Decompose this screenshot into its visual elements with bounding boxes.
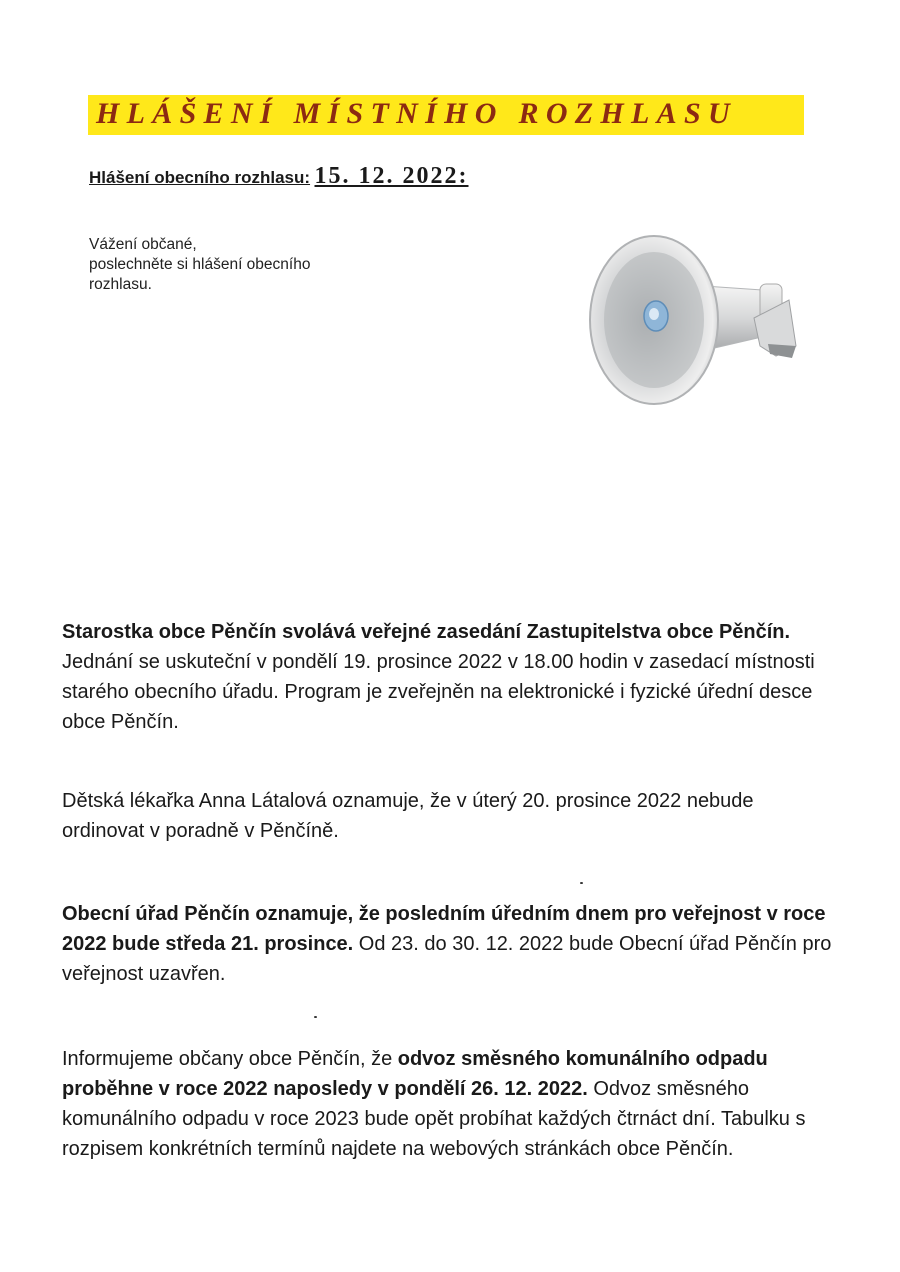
announcement-2-text: Dětská lékařka Anna Látalová oznamuje, že v úterý 20. prosince 2022 nebude ordinovat v poradně v Pěnčíně.	[62, 790, 754, 842]
broadcast-label: Hlášení obecního rozhlasu:	[89, 168, 311, 187]
title-highlight	[88, 95, 804, 135]
announcement-waste-collection	[62, 1044, 832, 1164]
broadcast-date-line	[89, 163, 469, 190]
page-title: HLÁŠENÍ MÍSTNÍHO ROZHLASU	[96, 97, 737, 130]
broadcast-date: 15. 12. 2022:	[314, 163, 469, 189]
greeting-line-2: poslechněte si hlášení obecního	[89, 256, 311, 273]
scan-speck	[314, 1016, 317, 1018]
megaphone-icon	[584, 228, 804, 418]
greeting	[89, 235, 409, 295]
announcement-3-bold: Obecní úřad Pěnčín oznamuje, že posledním úředním dnem pro veřejnost v roce 2022 bude středa 21. prosince.	[62, 903, 826, 955]
scan-speck	[580, 882, 583, 884]
greeting-line-1: Vážení občané,	[89, 236, 197, 253]
announcement-doctor	[62, 786, 832, 846]
announcement-office-closure	[62, 899, 832, 989]
greeting-line-3: rozhlasu.	[89, 276, 152, 293]
announcement-4-bold: odvoz směsného komunálního odpadu proběhne v roce 2022 naposledy v pondělí 26. 12. 2022.	[62, 1048, 768, 1100]
announcement-4-intro: Informujeme občany obce Pěnčín, že	[62, 1048, 398, 1070]
announcement-1-bold: Starostka obce Pěnčín svolává veřejné zasedání Zastupitelstva obce Pěnčín.	[62, 621, 791, 643]
announcement-4-text: Odvoz směsného komunálního odpadu v roce 2023 bude opět probíhat každých čtrnáct dní. Tabulku s rozpisem konkrétních termínů najdete na webových stránkách obce Pěnčín.	[62, 1078, 806, 1160]
announcement-1-text: Jednání se uskuteční v pondělí 19. prosince 2022 v 18.00 hodin v zasedací místnosti starého obecního úřadu. Program je zveřejněn na elektronické i fyzické úřední desce obce Pěnčín.	[62, 651, 815, 733]
announcement-3-text: Od 23. do 30. 12. 2022 bude Obecní úřad Pěnčín pro veřejnost uzavřen.	[62, 933, 832, 985]
announcement-council-meeting	[62, 617, 832, 737]
